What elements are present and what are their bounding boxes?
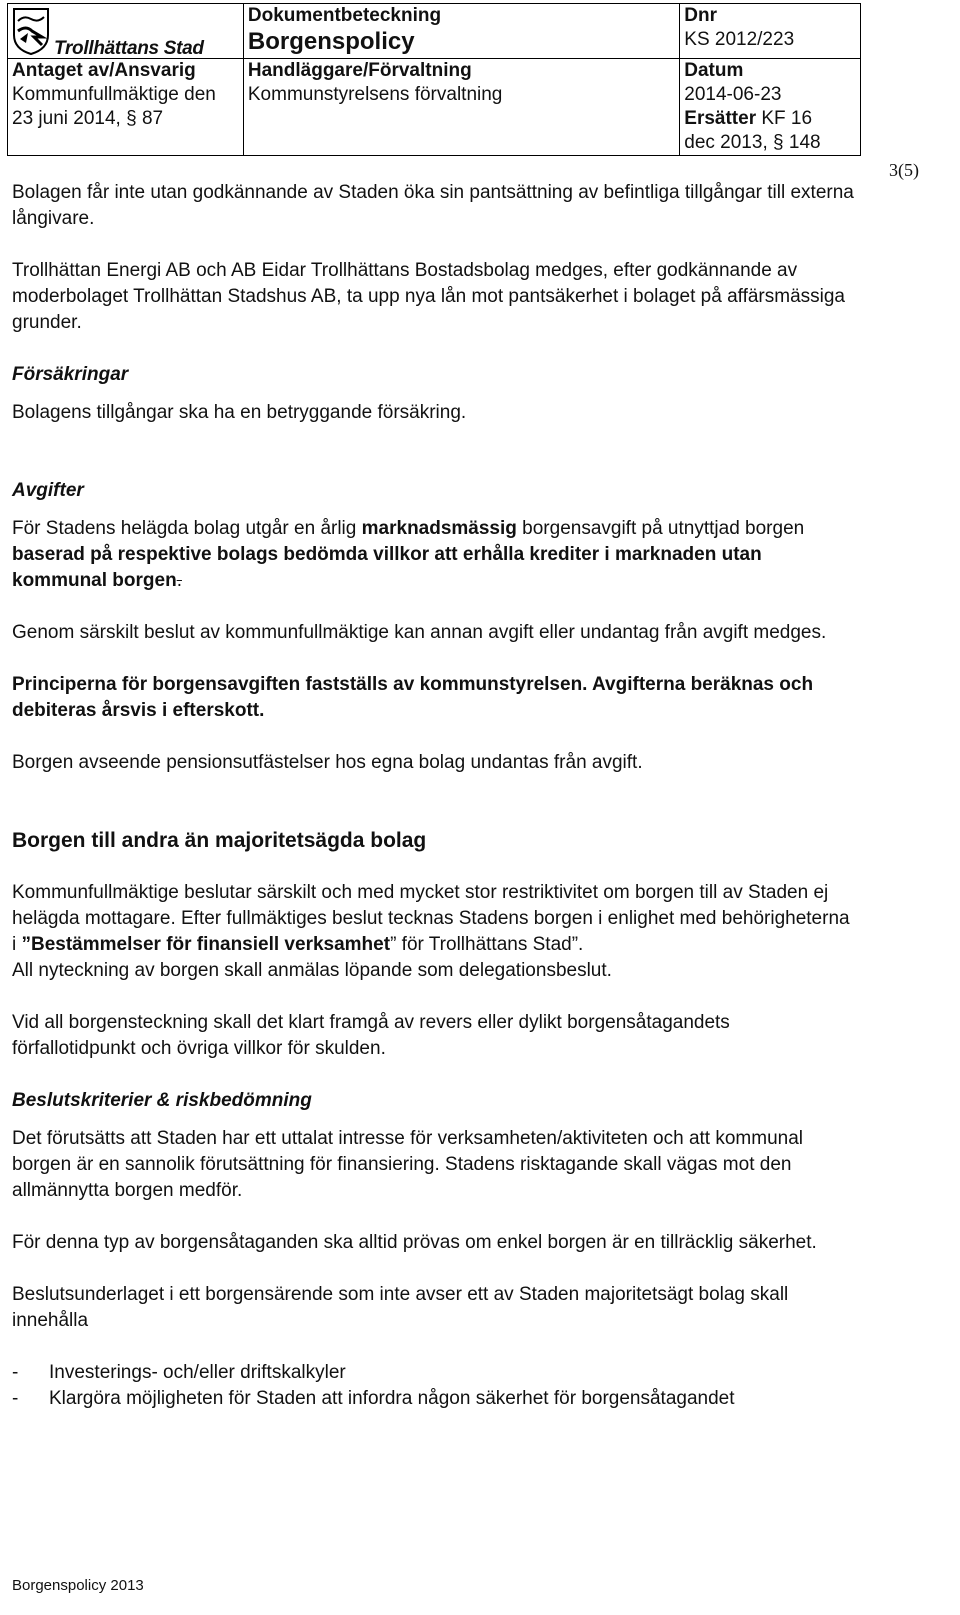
- date-value: 2014-06-23: [684, 84, 782, 105]
- dnr-label: Dnr: [684, 5, 717, 26]
- paragraph: Bolagen får inte utan godkännande av Staden öka sin pantsättning av befintliga tillgångar till externa långivare.: [12, 182, 854, 229]
- paragraph: Principerna för borgensavgiften fastställs av kommunstyrelsen. Avgifterna beräknas och debiteras årsvis i efterskott.: [12, 674, 814, 721]
- paragraph: Borgen avseende pensionsutfästelser hos egna bolag undantas från avgift.: [12, 752, 643, 773]
- text-run: För Stadens helägda bolag utgår en årlig: [12, 518, 362, 539]
- replaces-section: 148: [788, 132, 821, 153]
- text-run: ” för Trollhättans Stad”.: [390, 934, 584, 955]
- page-number: 3(5): [889, 160, 919, 180]
- replaces-value-2: dec 2013,: [684, 132, 768, 153]
- date-label: Datum: [684, 60, 744, 81]
- section-heading: Försäkringar: [12, 364, 129, 385]
- replaces-value-1: KF 16: [761, 108, 813, 129]
- logo-text: Trollhättans Stad: [54, 38, 204, 59]
- paragraph: För denna typ av borgensåtaganden ska alltid prövas om enkel borgen är en tillräcklig säkerhet.: [12, 1232, 817, 1253]
- bold-run: baserad på respektive bolags bedömda villkor att erhålla krediter i marknaden utan kommunal borgen: [12, 544, 762, 591]
- paragraph: Beslutsunderlaget i ett borgensärende som inte avser ett av Staden majoritetsägt bolag skall innehålla: [12, 1284, 789, 1331]
- paragraph: All nyteckning av borgen skall anmälas löpande som delegationsbeslut.: [12, 960, 612, 981]
- list-item-text: Klargöra möjligheten för Staden att infordra någon säkerhet för borgensåtagandet: [49, 1388, 735, 1409]
- logo-cell: [8, 4, 244, 59]
- paragraph: [12, 516, 857, 594]
- section-heading: Borgen till andra än majoritetsägda bolag: [12, 829, 427, 852]
- section-symbol: §: [126, 108, 137, 129]
- list-item: [12, 1386, 857, 1412]
- page-footer: Borgenspolicy 2013: [12, 1577, 144, 1594]
- list-item-text: Investerings- och/eller driftskalkyler: [49, 1362, 346, 1383]
- paragraph: [12, 880, 857, 958]
- paragraph: Bolagens tillgångar ska ha en betryggande försäkring.: [12, 402, 467, 423]
- paragraph: Genom särskilt beslut av kommunfullmäktige kan annan avgift eller undantag från avgift medges.: [12, 622, 827, 643]
- list-dash: -: [12, 1362, 19, 1383]
- list-item: [12, 1360, 857, 1386]
- adopted-value-1: Kommunfullmäktige den: [12, 84, 216, 105]
- section-symbol: §: [773, 132, 784, 153]
- section-heading: Beslutskriterier & riskbedömning: [12, 1090, 312, 1111]
- section-heading: Avgifter: [12, 480, 84, 501]
- requirements-list: [12, 1360, 857, 1412]
- city-crest-icon: [12, 7, 50, 55]
- handler-label: Handläggare/Förvaltning: [247, 60, 472, 81]
- list-dash: -: [12, 1388, 19, 1409]
- paragraph: Trollhättan Energi AB och AB Eidar Trollhättans Bostadsbolag medges, efter godkännande av moderbolaget Trollhättan Stadshus AB, ta upp nya lån mot pantsäkerhet i bolaget på affärsmässiga grunder.: [12, 260, 846, 333]
- text-run: borgensavgift på utnyttjad borgen: [516, 518, 805, 539]
- doc-label: Dokumentbeteckning: [247, 5, 442, 26]
- document-header: [7, 3, 861, 156]
- dnr-value: KS 2012/223: [684, 29, 795, 50]
- replaces-label: Ersätter: [684, 108, 757, 129]
- struck-run: .: [176, 570, 182, 591]
- bold-run: ”Bestämmelser för finansiell verksamhet: [21, 934, 391, 955]
- adopted-value-2: 23 juni 2014,: [12, 108, 121, 129]
- paragraph: Vid all borgensteckning skall det klart framgå av revers eller dylikt borgensåtagandets förfallotidpunkt och övriga villkor för skulden.: [12, 1012, 730, 1059]
- doc-title: Borgenspolicy: [247, 28, 415, 55]
- adopted-section: 87: [141, 108, 164, 129]
- paragraph: Det förutsätts att Staden har ett uttalat intresse för verksamheten/aktiviteten och att kommunal borgen är en sannolik förutsättning för finansiering. Stadens risktagande skall vägas mot den allmännytta borgen medför.: [12, 1128, 804, 1201]
- text-run: Kommunfullmäktige beslutar särskilt och med mycket stor restriktivitet om borgen till av Staden ej helägda mottagare. Efter fullmäktiges beslut tecknas Stadens borgen i enlighet med behörigheterna i: [12, 882, 850, 955]
- handler-value: Kommunstyrelsens förvaltning: [247, 84, 503, 105]
- document-body: [12, 180, 857, 1412]
- bold-run: marknadsmässig: [361, 518, 517, 539]
- adopted-label: Antaget av/Ansvarig: [12, 60, 196, 81]
